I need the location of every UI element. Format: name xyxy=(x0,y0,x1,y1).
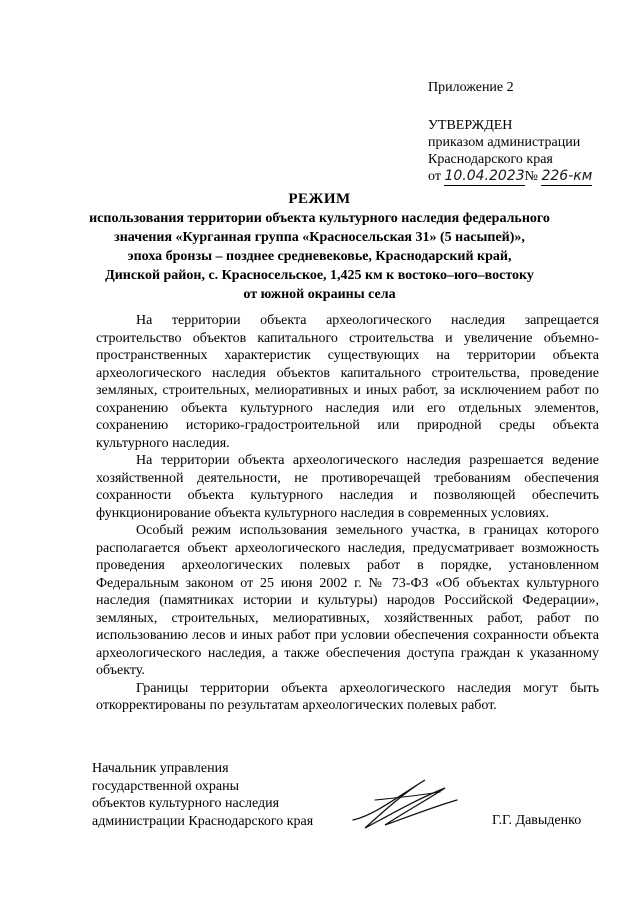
signatory-title xyxy=(92,760,313,830)
handwritten-signature xyxy=(345,770,465,835)
body-paragraph: Границы территории объекта археологического наследия могут быть откорректированы по результатам археологических полевых работ. xyxy=(96,680,599,713)
approval-block xyxy=(428,117,592,186)
order-date-number-line xyxy=(428,168,592,186)
handwritten-number: 226-км xyxy=(541,168,593,184)
signatory-name: Г.Г. Давыденко xyxy=(492,813,582,828)
title-line: Динской район, с. Красносельское, 1,425 км к востоко–юго–востоку xyxy=(105,268,534,283)
body-paragraph: На территории объекта археологического наследия запрещается строительство объектов капитального строительства и увеличение объемно-пространственных характеристик существующих на территории объекта археологического наследия объектов капитального строительства, проведение земляных, строительных, мелиоративных и иных работ, за исключением работ по сохранению объекта культурного наследия или его отдельных элементов, сохранению историко-градостроительной или природной среды объекта культурного наследия. xyxy=(96,313,599,451)
title-main: РЕЖИМ xyxy=(288,191,351,207)
approved-label: УТВЕРЖДЕН xyxy=(428,118,513,133)
document-body xyxy=(96,312,599,715)
title-line: от южной окраины села xyxy=(243,287,396,302)
handwritten-date: 10.04.2023 xyxy=(444,168,525,184)
title-line: значения «Курганная группа «Красносельская 31» (5 насыпей)», xyxy=(114,230,525,245)
number-sign: № xyxy=(524,169,538,184)
document-title xyxy=(0,190,639,304)
body-paragraph: Особый режим использования земельного участка, в границах которого располагается объект археологического наследия, предусматривает возможность проведения археологических полевых работ в порядке, установленном Федеральным законом от 25 июня 2002 г. № 73-ФЗ «Об объектах культурного наследия (памятниках истории и культуры) народов Российской Федерации», земляных, строительных, мелиоративных, хозяйственных работ, работ по использованию лесов и иных работ при условии обеспечения сохранности объекта археологического наследия, а также обеспечения доступа граждан к указанному объекту. xyxy=(96,523,599,678)
from-prefix: от xyxy=(428,169,441,184)
signatory-line: администрации Краснодарского края xyxy=(92,813,314,829)
signatory-line: государственной охраны xyxy=(92,778,240,794)
signatory-line: Начальник управления xyxy=(92,761,229,776)
order-line-1: приказом администрации xyxy=(428,135,581,150)
order-line-2: Краснодарского края xyxy=(428,152,553,167)
signatory-line: объектов культурного наследия xyxy=(92,796,280,811)
title-line: использования территории объекта культурного наследия федерального xyxy=(89,211,550,226)
appendix-label: Приложение 2 xyxy=(428,80,514,95)
body-paragraph: На территории объекта археологического наследия разрешается ведение хозяйственной деятельности, не противоречащей требованиям обеспечения сохранности объекта культурного наследия и позволяющей обеспечить функционирование объекта культурного наследия в современных условиях. xyxy=(96,453,599,521)
title-line: эпоха бронзы – позднее средневековье, Краснодарский край, xyxy=(127,249,512,264)
